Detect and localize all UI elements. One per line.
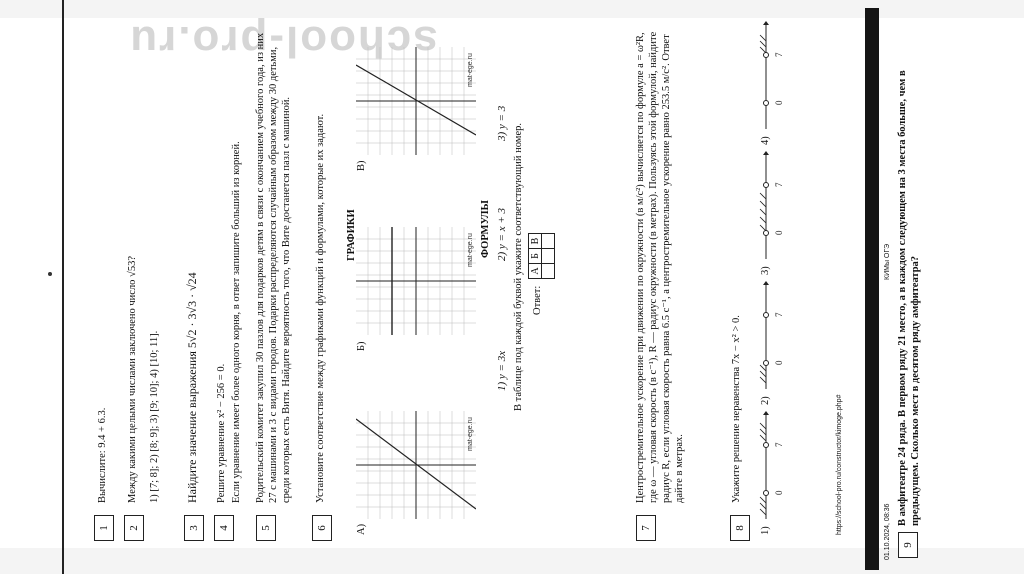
formulas-instruction: В таблице под каждой буквой укажите соответствующий номер. — [513, 123, 524, 411]
footer-center: КИМы ОГЭ — [884, 243, 891, 280]
question-3-text: Найдите значение выражения 5√2 · 3√3 · √24 — [185, 272, 199, 503]
question-4-text: Решите уравнение x² − 256 = 0. — [216, 363, 227, 503]
answer-cell-b[interactable] — [542, 249, 555, 264]
question-number-1: 1 — [94, 515, 114, 541]
numline-label-3: 3) — [760, 266, 771, 275]
dot-mark — [48, 272, 52, 276]
answer-table — [528, 233, 555, 279]
numline-1-tick-7: 7 — [774, 442, 784, 447]
graph-a-site: mat-ege.ru — [467, 417, 474, 451]
question-number-5: 5 — [256, 515, 276, 541]
question-number-3: 3 — [184, 515, 204, 541]
numline-4 — [756, 21, 786, 131]
numline-label-4: 4) — [760, 136, 771, 145]
graph-b — [356, 227, 476, 335]
next-page-strip — [880, 20, 940, 560]
question-7-text: Центростремительное ускорение при движении по окружности (в м/с²) вычисляется по формуле a = ω²R, где ω — угловая скорость (в с⁻¹), R — радиус окружности (в метрах). Пользуясь этой формулой, найдите радиус R, если угловая скорость равна 6.5 с⁻¹, а центростремительное ускорение равно 253.5 м/с². Ответ дайте в метрах. — [635, 31, 685, 503]
numline-4-tick-7: 7 — [774, 52, 784, 57]
formula-3: 3) y = 3 — [496, 105, 508, 141]
question-number-8: 8 — [730, 515, 750, 541]
numline-3 — [756, 151, 786, 261]
question-5-text: Родительский комитет закупил 30 пазлов для подарков детям в связи с окончанием учебного года, из них 27 с машинами и 3 с видами городов. Подарки распределяются случайным образом между 30 детьми, среди которых есть Витя. Найдите вероятность того, что Вите достанется пазл с машиной. — [255, 32, 292, 503]
question-number-9: 9 — [898, 532, 918, 558]
graph-a — [356, 411, 476, 519]
numline-1-tick-0: 0 — [774, 490, 784, 495]
question-number-6: 6 — [312, 515, 332, 541]
numline-label-2: 2) — [760, 396, 771, 405]
question-number-7: 7 — [636, 515, 656, 541]
answer-label: Ответ: — [532, 285, 543, 315]
graph-label-b: Б) — [356, 341, 367, 351]
watermark-text: school-pro.ru — [128, 17, 438, 66]
question-1-text: Вычислите: 9.4 + 6.3. — [97, 407, 108, 503]
answer-letter-c: В — [529, 234, 542, 249]
question-9-text: В амфитеатре 24 ряда. В первом ряду 21 место, а в каждом следующем на 3 места больше, чем в предыдущем. Сколько мест в десятом ряду амфитеатра? — [897, 70, 921, 526]
answer-cell-a[interactable] — [542, 264, 555, 279]
numline-2-tick-7: 7 — [774, 312, 784, 317]
graph-c-site: mat-ege.ru — [467, 53, 474, 87]
graphs-title: ГРАФИКИ — [346, 209, 357, 261]
numline-4-tick-0: 0 — [774, 100, 784, 105]
footer-url[interactable]: https://school-pro.ru/constructor/kimoge.php# — [836, 394, 843, 535]
numline-3-tick-7: 7 — [774, 182, 784, 187]
page-left-border — [62, 0, 64, 574]
question-2-text: Между какими целыми числами заключено число √53? — [127, 256, 138, 503]
question-number-2: 2 — [124, 515, 144, 541]
graph-b-site: mat-ege.ru — [467, 233, 474, 267]
graph-label-a: А) — [356, 523, 367, 535]
numline-3-tick-0: 0 — [774, 230, 784, 235]
numline-label-1: 1) — [760, 526, 771, 535]
numline-2-tick-0: 0 — [774, 360, 784, 365]
answer-letter-a: А — [529, 264, 542, 279]
formulas-title: ФОРМУЛЫ — [480, 200, 491, 258]
footer-date: 01.10.2024, 08:36 — [884, 503, 891, 560]
question-number-4: 4 — [214, 515, 234, 541]
graph-c — [356, 47, 476, 155]
answer-letter-b: Б — [529, 249, 542, 264]
numline-1 — [756, 411, 786, 521]
answer-cell-c[interactable] — [542, 234, 555, 249]
formula-1: 1) y = 3x — [496, 350, 508, 391]
graph-label-c: В) — [356, 160, 367, 171]
rotated-worksheet — [88, 21, 878, 541]
numline-2 — [756, 281, 786, 391]
question-8-text: Укажите решение неравенства 7x − x² > 0. — [731, 315, 742, 503]
question-6-text: Установите соответствие между графиками функций и формулами, которые их задают. — [315, 113, 326, 503]
question-2-options: 1) [7; 8]; 2) [8; 9]; 3) [9; 10]; 4) [10; 11]. — [149, 330, 160, 503]
formula-2: 2) y = x + 3 — [496, 207, 508, 261]
question-4-sub: Если уравнение имеет более одного корня, в ответ запишите больший из корней. — [231, 141, 242, 503]
